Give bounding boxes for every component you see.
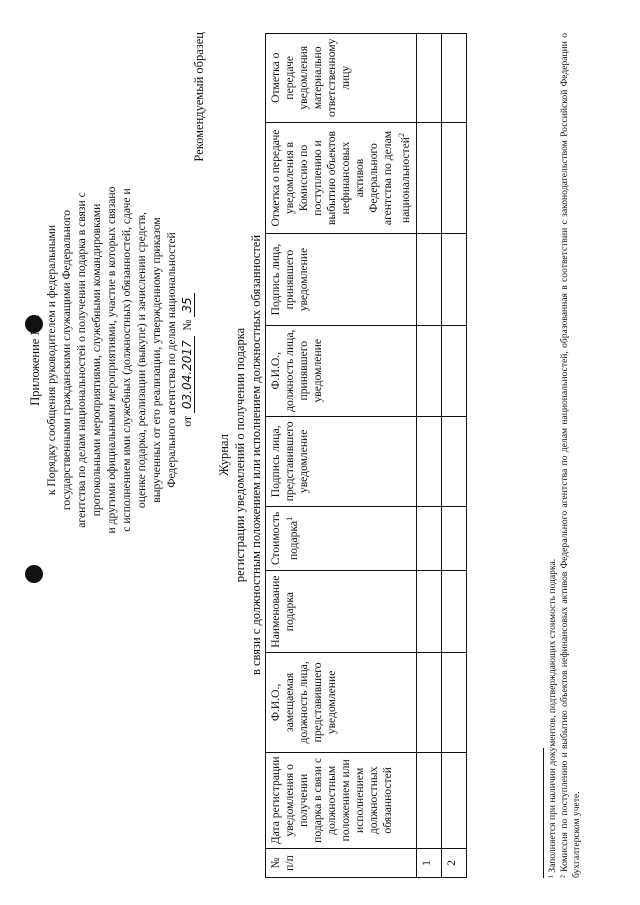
handwritten-date: 03.04.2017 <box>180 336 195 413</box>
table-cell <box>441 571 466 653</box>
table-cell <box>416 325 441 416</box>
footnote-ref-1: 1 <box>285 516 294 521</box>
table-cell <box>441 752 466 848</box>
table-cell <box>416 752 441 848</box>
gift-cost-label: Стоимость подарка <box>269 511 300 566</box>
col-header-gift-cost <box>266 506 417 570</box>
col-header-receiver-name: Ф.И.О., должность лица, принявшего уведомление <box>266 325 417 416</box>
journal-subtitle-2: в связи с должностным положением или исполнением должностных обязанностей <box>249 234 263 676</box>
table-cell <box>441 234 466 325</box>
handwritten-number: 35 <box>180 293 195 316</box>
registration-table <box>265 33 467 878</box>
col-header-receiver-signature: Подпись лица, принявшего уведомление <box>266 234 417 325</box>
header-line: оценке подарка, реализации (выкупе) и зачислении средств, <box>135 211 148 509</box>
footnote-2: ² Комиссия по поступлению и выбытию объектов нефинансовых активов Федерального агентства по делам национальностей, образованная в соответствии с законодательством Российской Федерации о бухгалтерском учете. <box>559 33 582 878</box>
table-cell <box>441 122 466 234</box>
row-number: 1 <box>416 849 441 878</box>
header-line: с исполнением ими служебных (должностных) обязанностей, сдаче и <box>120 188 133 532</box>
footnote-ref-2: 2 <box>397 133 406 138</box>
footnote-separator <box>543 748 544 878</box>
table-cell <box>416 122 441 234</box>
table-cell <box>441 506 466 570</box>
header-line: протокольными мероприятиями, служебными командировками <box>90 203 103 517</box>
table-cell <box>441 416 466 506</box>
col-header-gift-name: Наименование подарка <box>266 571 417 653</box>
header-line: вырученных от его реализации, утвержденному приказом <box>150 217 163 503</box>
commission-mark-label: Отметка о передаче уведомления в Комиссию по поступлению и выбытию объектов нефинансовых активов Федерального агентства по делам национальностей <box>269 129 412 227</box>
col-header-commission-mark <box>266 122 417 234</box>
col-header-responsible-mark: Отметка о передаче уведомления материально ответственному лицу <box>266 34 417 123</box>
table-cell <box>441 653 466 752</box>
journal-subtitle: регистрации уведомлений о получении подарка <box>233 327 247 583</box>
table-cell <box>416 234 441 325</box>
header-line: к Порядку сообщения руководителем и федеральными <box>45 224 58 496</box>
table-header-row <box>266 34 417 878</box>
table-cell <box>416 34 441 123</box>
col-header-submitter-name: Ф.И.О., замещаемая должность лица, представившего уведомление <box>266 653 417 752</box>
header-line: государственными гражданскими служащими Федерального <box>60 209 73 511</box>
table-cell <box>416 571 441 653</box>
date-prefix: от <box>181 415 194 427</box>
table-cell <box>416 416 441 506</box>
header-line: и другими официальными мероприятиями, участие в которых связано <box>105 186 118 534</box>
row-number: 2 <box>441 849 466 878</box>
col-header-submitter-signature: Подпись лица, представившего уведомление <box>266 416 417 506</box>
rotated-page <box>20 20 620 890</box>
order-date-line <box>180 130 195 590</box>
footnote-1: ¹ Заполняется при наличии документов, подтверждающих стоимость подарка. <box>547 558 558 878</box>
col-header-number: № п/п <box>266 849 417 878</box>
header-line: Федерального агентства по делам национальностей <box>165 232 178 488</box>
table-cell <box>416 506 441 570</box>
appendix-header <box>28 130 195 590</box>
table-cell <box>441 325 466 416</box>
table-row <box>416 34 441 878</box>
appendix-title: Приложение № 1 <box>28 314 42 406</box>
col-header-registration-date: Дата регистрации уведомления о получении подарка в связи с должностным положением или исполнением должностных обязанностей <box>266 752 417 848</box>
header-line: агентства по делам национальностей о получении подарка в связи с <box>75 192 88 528</box>
table-row <box>441 34 466 878</box>
footnotes <box>547 33 583 878</box>
journal-title: Журнал <box>217 434 231 476</box>
table-cell <box>416 653 441 752</box>
table-cell <box>441 34 466 123</box>
number-prefix: № <box>181 319 194 331</box>
recommended-sample-label: Рекомендуемый образец <box>192 32 206 162</box>
